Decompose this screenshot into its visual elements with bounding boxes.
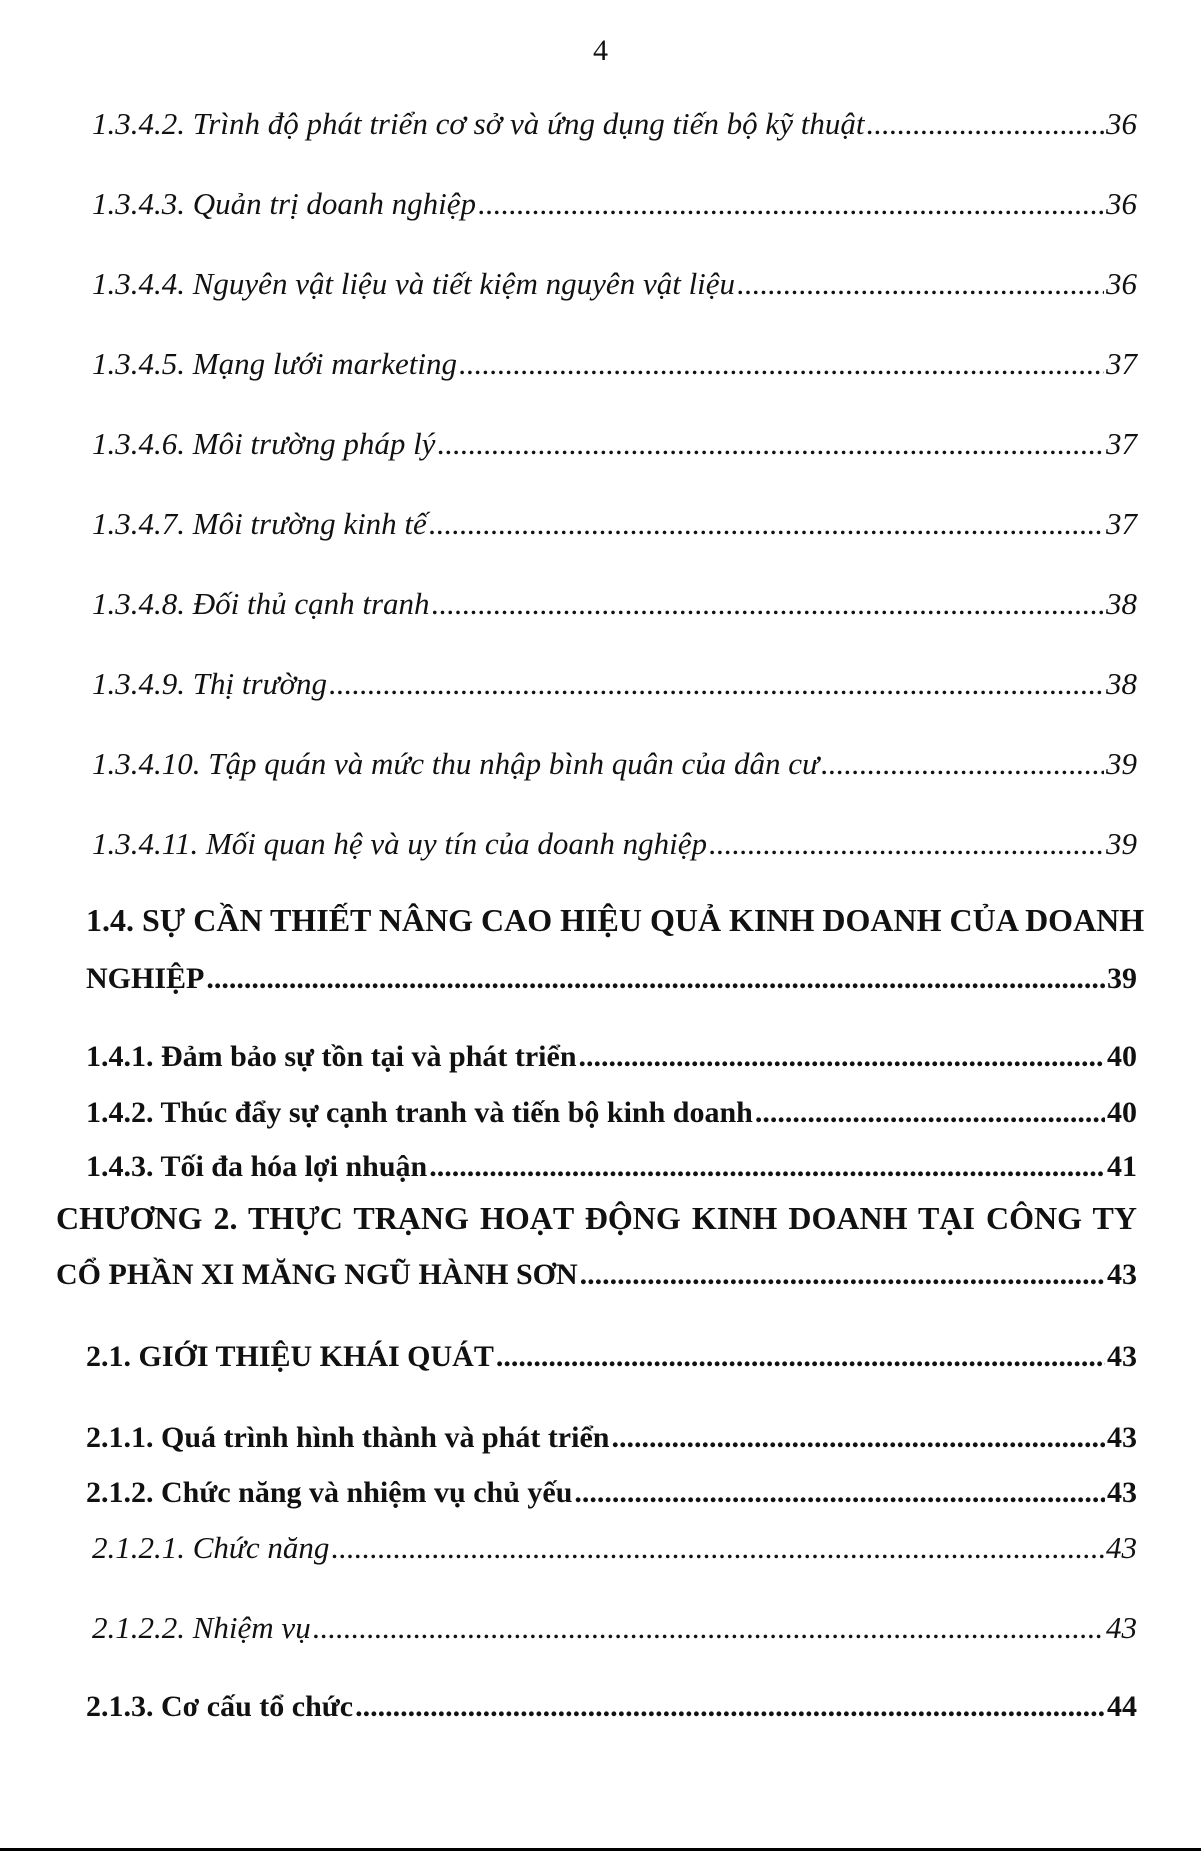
leader-dots	[331, 1530, 1104, 1566]
leader-dots	[866, 106, 1104, 142]
toc-entry-label: 1.4.1. Đảm bảo sự tồn tại và phát triển	[86, 1040, 577, 1073]
leader-dots	[580, 1258, 1105, 1292]
leader-dots	[478, 186, 1104, 222]
toc-entry-label: 1.3.4.5. Mạng lưới marketing	[92, 346, 457, 381]
toc-entry-label: NGHIỆP	[86, 962, 205, 995]
toc-entry-label: 2.1.2.1. Chức năng	[92, 1530, 330, 1565]
leader-dots	[329, 666, 1104, 702]
toc-entry-label: 1.4.2. Thúc đẩy sự cạnh tranh và tiến bộ kinh doanh	[86, 1096, 753, 1129]
toc-entry-1-3-4-8[interactable]	[92, 586, 1137, 622]
toc-entry-1-4-2[interactable]	[86, 1096, 1137, 1130]
toc-entry-label: 2.1.2. Chức năng và nhiệm vụ chủ yếu	[86, 1476, 573, 1509]
toc-entry-page: 36	[1106, 186, 1137, 221]
leader-dots	[429, 506, 1104, 542]
toc-entry-page: 36	[1106, 106, 1137, 141]
toc-entry-page: 37	[1106, 506, 1137, 541]
toc-entry-1-3-4-4[interactable]	[92, 266, 1137, 302]
leader-dots	[496, 1340, 1105, 1374]
toc-entry-label: 1.3.4.6. Môi trường pháp lý	[92, 426, 436, 461]
toc-entry-label: 2.1.3. Cơ cấu tổ chức	[86, 1690, 354, 1723]
toc-section-1-4-title[interactable]: 1.4. SỰ CẦN THIẾT NÂNG CAO HIỆU QUẢ KINH DOANH CỦA DOANH	[86, 902, 1145, 938]
toc-entry-1-4-3[interactable]	[86, 1150, 1137, 1184]
toc-entry-page: 44	[1107, 1690, 1137, 1723]
toc-entry-2-1-2-2[interactable]	[92, 1610, 1137, 1646]
toc-entry-label: 1.3.4.9. Thị trường	[92, 666, 327, 701]
toc-entry-label: 1.3.4.2. Trình độ phát triển cơ sở và ứng dụng tiến bộ kỹ thuật	[92, 106, 865, 141]
toc-entry-1-3-4-2[interactable]	[92, 106, 1137, 142]
toc-section-1-4[interactable]	[86, 962, 1137, 996]
toc-entry-1-3-4-6[interactable]	[92, 426, 1137, 462]
toc-entry-page: 43	[1106, 1530, 1137, 1565]
toc-entry-1-4-1[interactable]	[86, 1040, 1137, 1074]
toc-entry-label: 1.3.4.8. Đối thủ cạnh tranh	[92, 586, 430, 621]
toc-entry-page: 36	[1106, 266, 1137, 301]
leader-dots	[755, 1096, 1105, 1130]
toc-entry-label: 1.3.4.11. Mối quan hệ và uy tín của doanh nghiệp	[92, 826, 708, 861]
leader-dots	[206, 962, 1105, 996]
toc-entry-page: 40	[1107, 1096, 1137, 1129]
toc-entry-label: 2.1. GIỚI THIỆU KHÁI QUÁT	[86, 1340, 494, 1373]
leader-dots	[437, 426, 1104, 462]
leader-dots	[459, 346, 1104, 382]
toc-section-2-1[interactable]	[86, 1340, 1137, 1374]
toc-entry-page: 43	[1107, 1476, 1137, 1509]
toc-entry-label: 2.1.2.2. Nhiệm vụ	[92, 1610, 311, 1645]
leader-dots	[611, 1421, 1105, 1455]
toc-entry-label: 1.3.4.3. Quản trị doanh nghiệp	[92, 186, 477, 221]
leader-dots	[709, 826, 1104, 862]
toc-entry-1-3-4-10[interactable]	[92, 746, 1137, 782]
toc-entry-page: 37	[1106, 426, 1137, 461]
toc-entry-1-3-4-9[interactable]	[92, 666, 1137, 702]
toc-entry-page: 37	[1106, 346, 1137, 381]
toc-entry-page: 43	[1107, 1258, 1137, 1291]
toc-entry-label: CỔ PHẦN XI MĂNG NGŨ HÀNH SƠN	[56, 1258, 578, 1291]
toc-entry-2-1-1[interactable]	[86, 1421, 1137, 1455]
page-number: 4	[593, 34, 608, 67]
toc-entry-page: 39	[1106, 826, 1137, 861]
toc-entry-label: 1.4.3. Tối đa hóa lợi nhuận	[86, 1150, 428, 1183]
toc-entry-page: 38	[1106, 586, 1137, 621]
leader-dots	[429, 1150, 1105, 1184]
toc-entry-page: 41	[1107, 1150, 1137, 1183]
leader-dots	[821, 746, 1104, 782]
toc-entry-1-3-4-5[interactable]	[92, 346, 1137, 382]
leader-dots	[737, 266, 1104, 302]
toc-entry-page: 43	[1107, 1340, 1137, 1373]
toc-entry-2-1-3[interactable]	[86, 1690, 1137, 1724]
leader-dots	[574, 1476, 1105, 1510]
toc-entry-page: 40	[1107, 1040, 1137, 1073]
toc-entry-label: 1.3.4.10. Tập quán và mức thu nhập bình quân của dân cư	[92, 746, 819, 781]
toc-entry-page: 43	[1107, 1421, 1137, 1454]
toc-chapter-2[interactable]	[56, 1258, 1137, 1292]
leader-dots	[579, 1040, 1105, 1074]
toc-entry-1-3-4-7[interactable]	[92, 506, 1137, 542]
toc-entry-label: 2.1.1. Quá trình hình thành và phát triển	[86, 1421, 610, 1454]
toc-chapter-2-title[interactable]: CHƯƠNG 2. THỰC TRẠNG HOẠT ĐỘNG KINH DOANH TẠI CÔNG TY	[56, 1200, 1137, 1236]
toc-entry-page: 43	[1106, 1610, 1137, 1645]
toc-entry-page: 39	[1106, 746, 1137, 781]
toc-entry-1-3-4-11[interactable]	[92, 826, 1137, 862]
leader-dots	[355, 1690, 1105, 1724]
toc-entry-2-1-2[interactable]	[86, 1476, 1137, 1510]
toc-entry-label: 1.3.4.7. Môi trường kinh tế	[92, 506, 427, 541]
toc-entry-2-1-2-1[interactable]	[92, 1530, 1137, 1566]
toc-entry-page: 39	[1107, 962, 1137, 995]
leader-dots	[313, 1610, 1104, 1646]
toc-entry-page: 38	[1106, 666, 1137, 701]
leader-dots	[432, 586, 1104, 622]
toc-entry-label: 1.3.4.4. Nguyên vật liệu và tiết kiệm nguyên vật liệu	[92, 266, 736, 301]
toc-entry-1-3-4-3[interactable]	[92, 186, 1137, 222]
